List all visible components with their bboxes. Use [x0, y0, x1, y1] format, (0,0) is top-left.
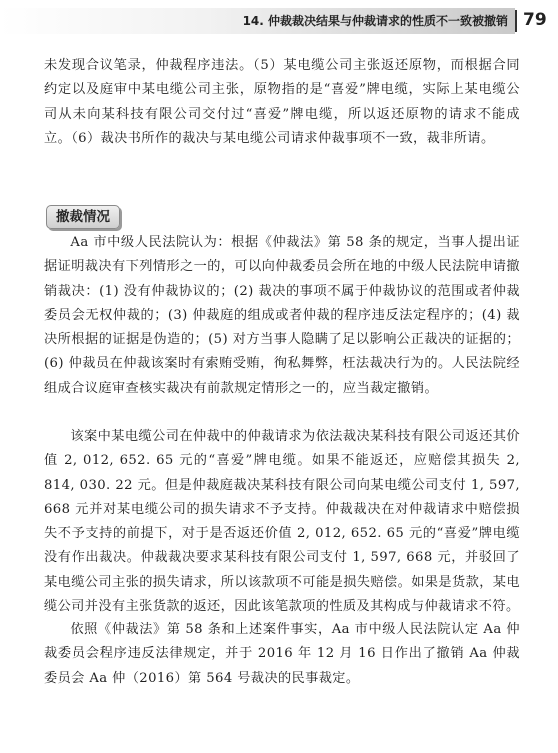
body-paragraph-continued: 未发现合议笔录，仲裁程序违法。（5）某电缆公司主张返还原物，而根据合同约定以及庭审中某电缆公司主张，原物指的是“喜爱”牌电缆，实际上某电缆公司从未向某科技有限公司交付过“喜爱”牌电缆，所以返还原物的请求不能成立。（6）裁决书所作的裁决与某电缆公司请求仲裁事项不一致，裁非所请。	[44, 58, 520, 146]
body-paragraph-ruling: 依照《仲裁法》第 58 条和上述案件事实，Aa 市中级人民法院认定 Aa 仲裁委员会程序违反法律规定，并于 2016 年 12 月 16 日作出了撤销 Aa 仲裁委员会 Aa 仲（2016）第 564 号裁决的民事裁定。	[44, 622, 520, 686]
running-header-title: 14. 仲裁裁决结果与仲裁请求的性质不一致被撤销	[242, 14, 508, 28]
header-divider	[515, 10, 517, 32]
page-number: 79	[523, 10, 547, 30]
section-heading-label: 撤裁情况	[46, 205, 120, 229]
body-paragraph-court-opinion: Aa 市中级人民法院认为：根据《仲裁法》第 58 条的规定，当事人提出证据证明裁决有下列情形之一的，可以向仲裁委员会所在地的中级人民法院申请撤销裁决：(1) 没有仲裁协议的；(2) 裁决的事项不属于仲裁协议的范围或者仲裁委员会无权仲裁的；(3) 仲裁庭的组成或者仲裁的程序违反法定程序的；(4) 裁决所根据的证据是伪造的；(5) 对方当事人隐瞒了足以影响公正裁决的证据的；(6) 仲裁员在仲裁该案时有索贿受贿，徇私舞弊，枉法裁决行为的。人民法院经组成合议庭审查核实裁决有前款规定情形之一的，应当裁定撤销。	[44, 235, 520, 396]
body-paragraph-case-analysis: 该案中某电缆公司在仲裁中的仲裁请求为依法裁决某科技有限公司返还其价值 2, 012, 652. 65 元的“喜爱”牌电缆。如果不能返还，应赔偿其损失 2, 814, 030. 22 元。但是仲裁庭裁决某科技有限公司向某电缆公司支付 1, 597, 668 元并对某电缆公司的损失请求不予支持。仲裁裁决在对仲裁请求中赔偿损失不予支持的前提下，对于是否返还价值 2, 012, 652. 65 元的“喜爱”牌电缆没有作出裁决。仲裁裁决要求某科技有限公司支付 1, 597, 668 元，并驳回了某电缆公司主张的损失请求，所以该款项不可能是损失赔偿。如果是货款，某电缆公司并没有主张货款的返还，因此该笔款项的性质及其构成与仲裁请求不符。	[44, 429, 520, 615]
